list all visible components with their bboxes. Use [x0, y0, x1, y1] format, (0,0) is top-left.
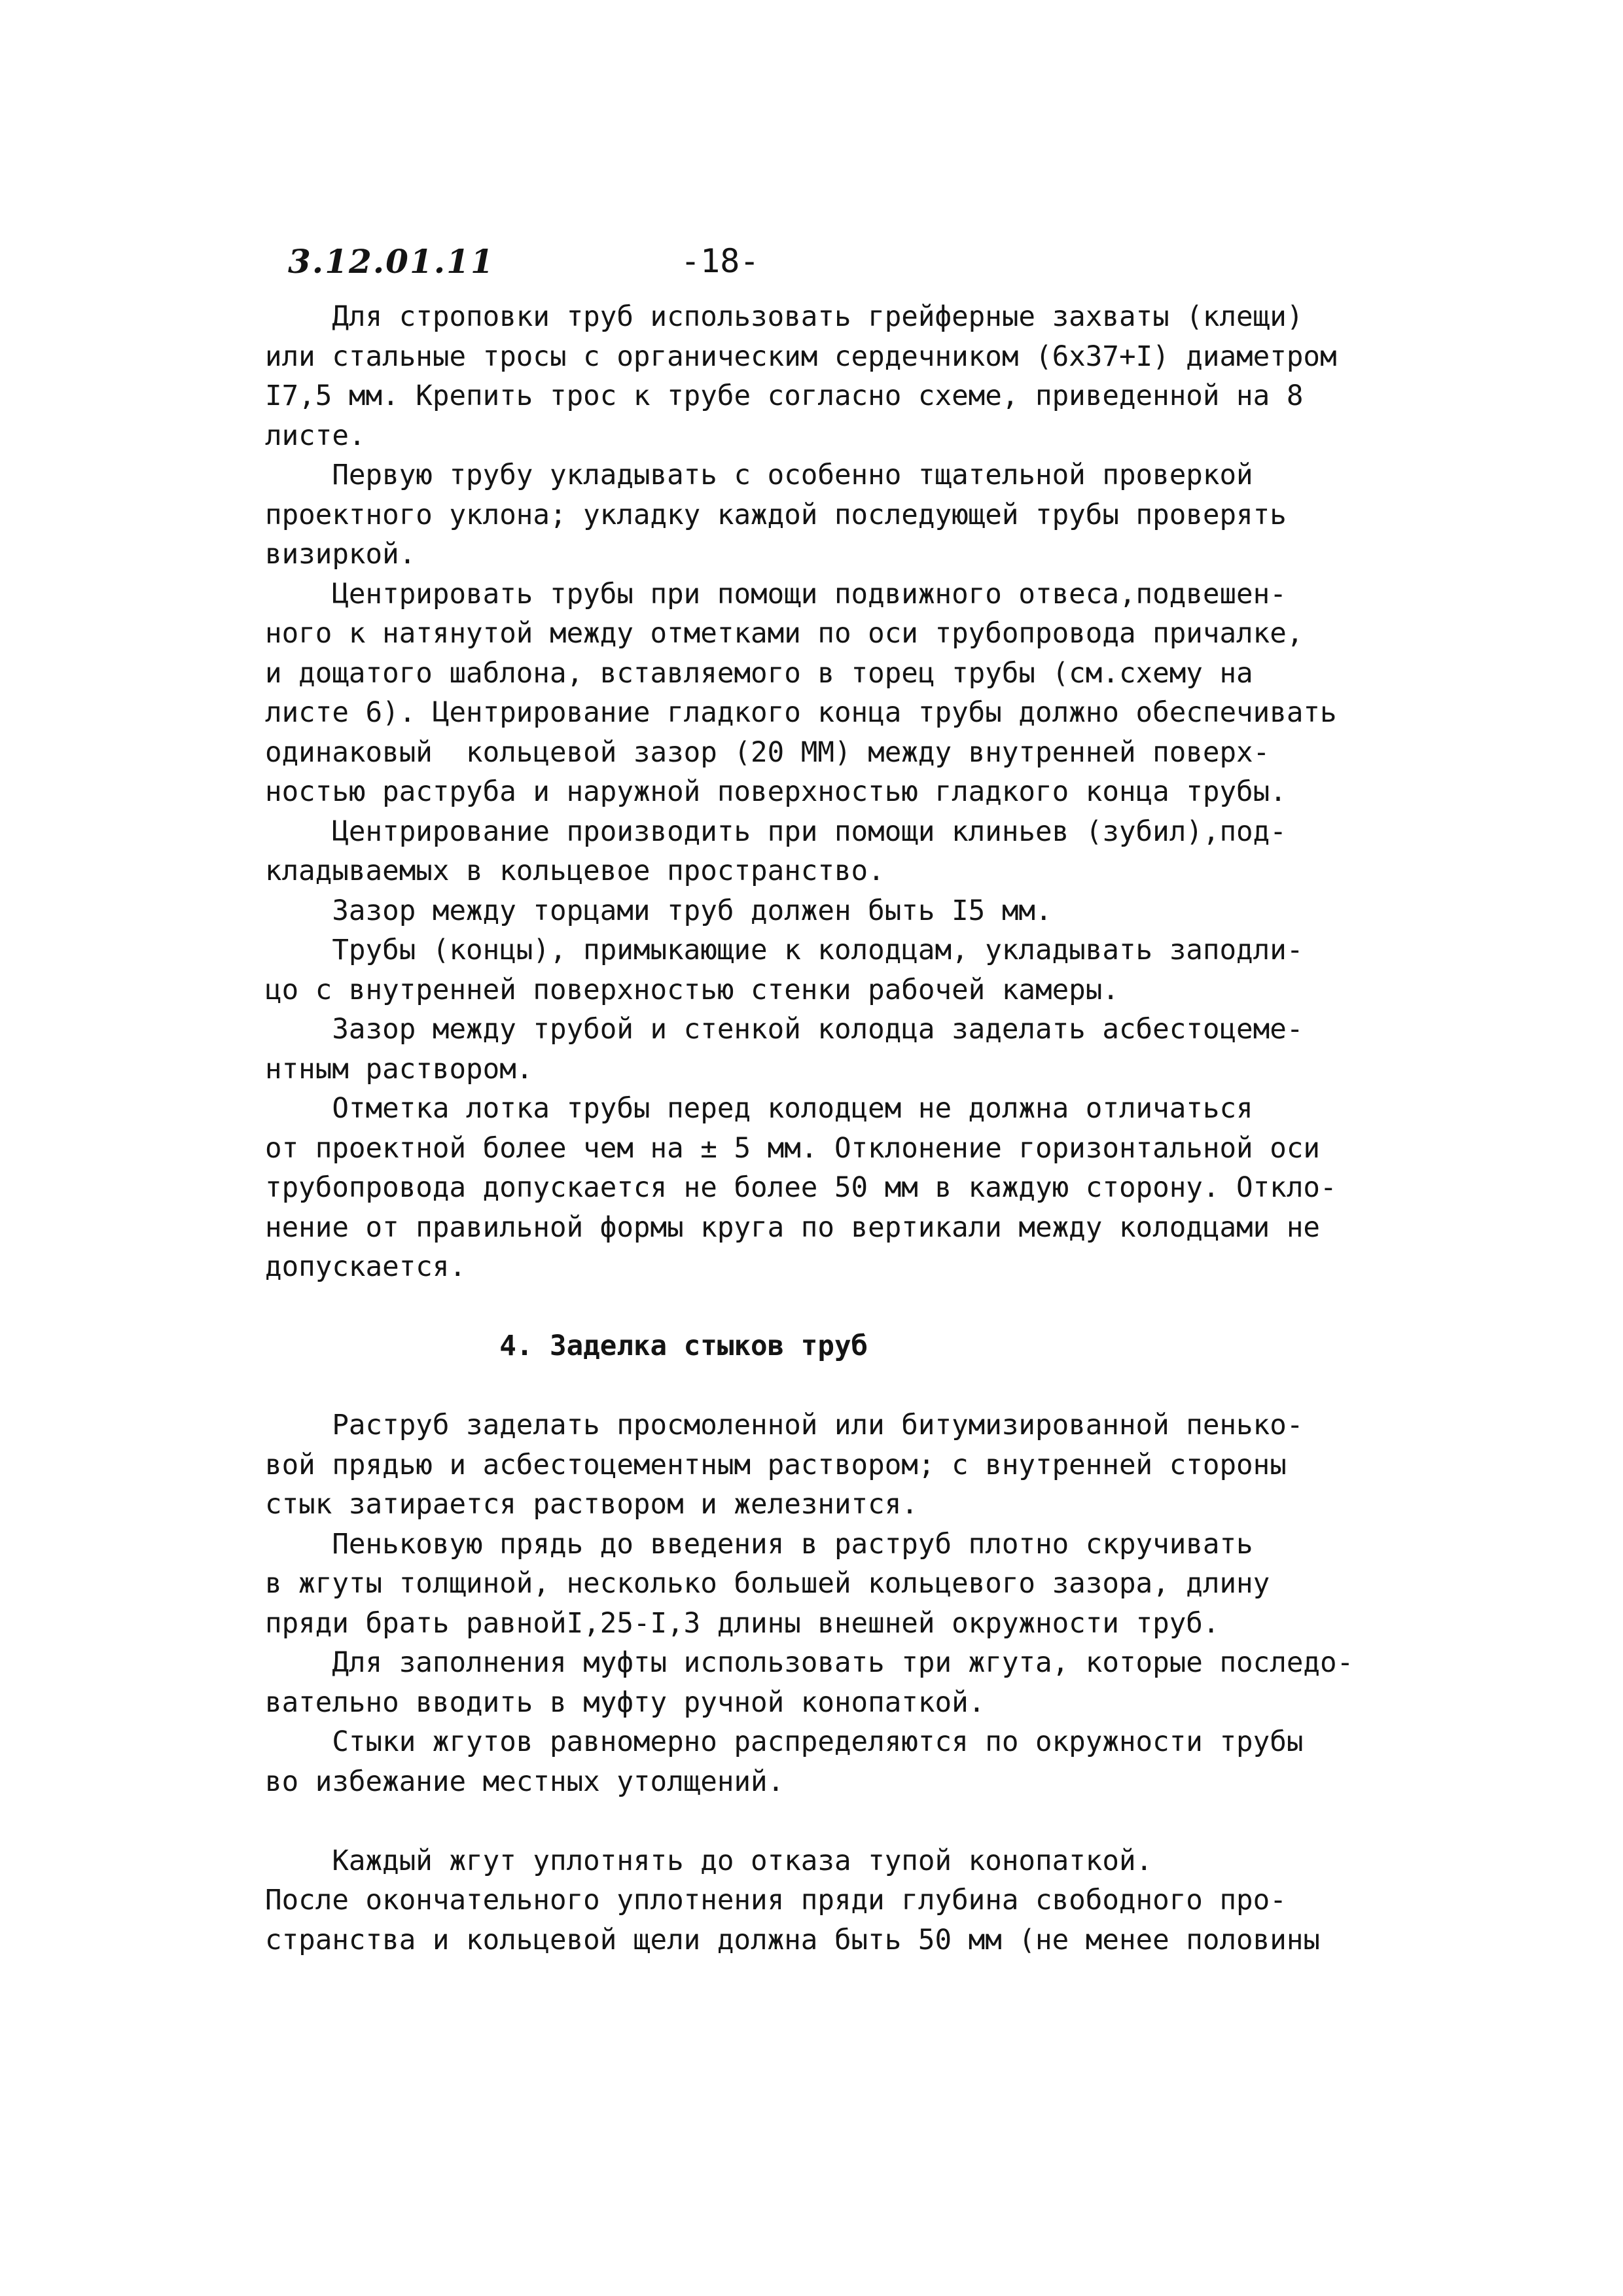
- text-line: Раструб заделать просмоленной или битумизированной пенько-: [265, 1409, 1304, 1441]
- text-line: в жгуты толщиной, несколько большей кольцевого зазора, длину: [265, 1568, 1270, 1600]
- text-line: ного к натянутой между отметками по оси трубопровода причалке,: [265, 618, 1304, 650]
- text-line: После окончательного уплотнения пряди глубина свободного про-: [265, 1884, 1287, 1916]
- text-line: и дощатого шаблона, вставляемого в торец трубы (см.схему на: [265, 657, 1253, 690]
- text-line: Для строповки труб использовать грейферные захваты (клещи): [265, 301, 1304, 333]
- page-number: -18-: [681, 242, 760, 280]
- text-line: или стальные тросы с органическим сердечником (6х37+I) диаметром: [265, 340, 1337, 373]
- page-header: [0, 242, 1623, 294]
- text-line: нтным раствором.: [265, 1053, 533, 1086]
- text-line: пряди брать равнойI,25-I,3 длины внешней окружности труб.: [265, 1607, 1220, 1640]
- text-line: трубопровода допускается не более 50 мм в каждую сторону. Откло-: [265, 1172, 1337, 1204]
- text-line: странства и кольцевой щели должна быть 50 мм (не менее половины: [265, 1924, 1320, 1956]
- text-line: ностью раструба и наружной поверхностью гладкого конца трубы.: [265, 776, 1287, 808]
- text-line: одинаковый кольцевой зазор (20 ММ) между внутренней поверх-: [265, 736, 1270, 769]
- text-line: цо с внутренней поверхностью стенки рабочей камеры.: [265, 974, 1119, 1006]
- text-line: кладываемых в кольцевое пространство.: [265, 855, 885, 887]
- text-line: от проектной более чем на ± 5 мм. Отклонение горизонтальной оси: [265, 1132, 1320, 1165]
- text-line: Центрирование производить при помощи клиньев (зубил),под-: [265, 815, 1287, 848]
- document-code: 3.12.01.11: [288, 242, 495, 281]
- text-line: Стыки жгутов равномерно распределяются по окружности трубы: [265, 1726, 1304, 1758]
- text-line: Зазор между трубой и стенкой колодца заделать асбестоцеме-: [265, 1014, 1304, 1046]
- text-line: листе.: [265, 419, 366, 452]
- text-line: Каждый жгут уплотнять до отказа тупой конопаткой.: [265, 1845, 1153, 1877]
- text-line: во избежание местных утолщений.: [265, 1765, 785, 1798]
- text-line: стык затирается раствором и железнится.: [265, 1489, 918, 1521]
- text-line: Отметка лотка трубы перед колодцем не должна отличаться: [265, 1093, 1253, 1125]
- text-line: визиркой.: [265, 539, 416, 571]
- blank-line: [265, 1288, 1325, 1328]
- text-line: Центрировать трубы при помощи подвижного отвеса,подвешен-: [265, 578, 1287, 610]
- text-line: проектного уклона; укладку каждой последующей трубы проверять: [265, 499, 1287, 531]
- text-line: Для заполнения муфты использовать три жгута, которые последо-: [265, 1647, 1354, 1679]
- text-line: Трубы (концы), примыкающие к колодцам, укладывать заподли-: [265, 934, 1304, 966]
- text-line: вой прядью и асбестоцементным раствором; с внутренней стороны: [265, 1449, 1287, 1481]
- blank-line: [265, 1802, 1325, 1842]
- body-text: [265, 298, 1354, 1960]
- section-heading: 4. Заделка стыков труб: [265, 1330, 868, 1362]
- text-line: I7,5 мм. Крепить трос к трубе согласно схеме, приведенной на 8: [265, 380, 1304, 412]
- text-line: допускается.: [265, 1251, 467, 1283]
- text-line: Пеньковую прядь до введения в раструб плотно скручивать: [265, 1528, 1253, 1561]
- text-line: Зазор между торцами труб должен быть I5 мм.: [265, 894, 1052, 927]
- blank-line: [265, 1367, 1325, 1407]
- text-line: листе 6). Центрирование гладкого конца трубы должно обеспечивать: [265, 697, 1337, 729]
- text-line: нение от правильной формы круга по вертикали между колодцами не: [265, 1211, 1320, 1244]
- text-line: вательно вводить в муфту ручной конопаткой.: [265, 1686, 986, 1719]
- text-line: Первую трубу укладывать с особенно тщательной проверкой: [265, 459, 1253, 491]
